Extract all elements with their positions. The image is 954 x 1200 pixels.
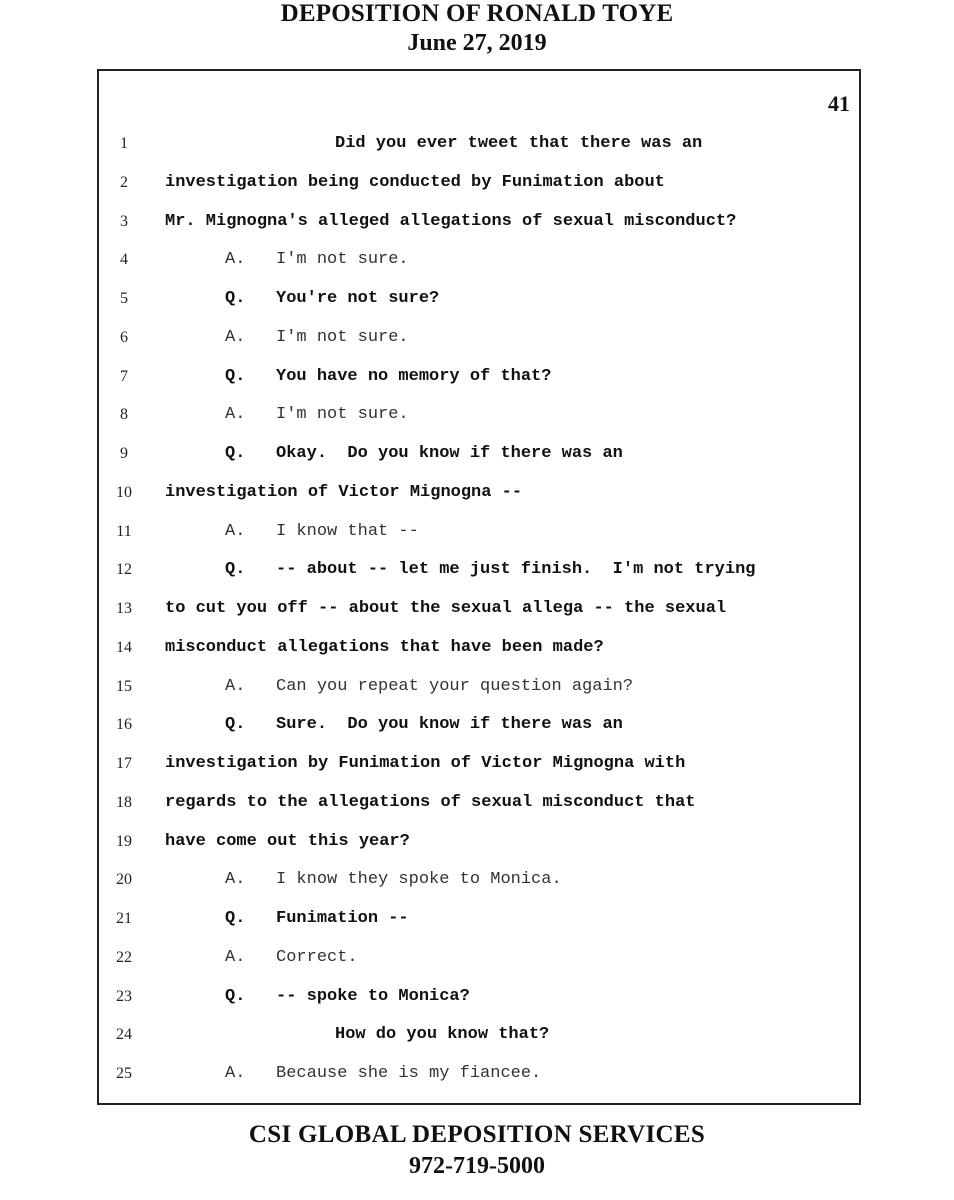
line-number: 16 [116, 716, 132, 734]
line-number: 21 [116, 910, 132, 927]
line-number: 19 [116, 832, 132, 850]
transcript-line [0, 400, 954, 430]
transcript-line [0, 168, 954, 198]
line-text: Q. You're not sure? [225, 289, 440, 308]
line-number: 23 [116, 987, 132, 1005]
line-number: 9 [120, 445, 128, 462]
line-text: A. I'm not sure. [225, 250, 409, 270]
line-text: Q. -- about -- let me just finish. I'm not trying [225, 560, 756, 580]
line-text: How do you know that? [335, 1025, 550, 1045]
transcript-line [0, 865, 954, 895]
line-text: have come out this year? [165, 831, 410, 851]
transcript-line [0, 517, 954, 547]
transcript-line [0, 710, 954, 740]
line-number: 6 [120, 328, 128, 346]
line-number: 5 [120, 290, 128, 307]
line-number: 14 [116, 638, 132, 656]
line-number: 4 [120, 251, 128, 269]
footer-phone-number: 972-719-5000 [409, 1153, 545, 1179]
line-number: 11 [116, 522, 132, 540]
transcript-line [0, 788, 954, 818]
line-text: misconduct allegations that have been made? [165, 637, 604, 657]
line-text: investigation by Funimation of Victor Mignogna with [165, 754, 686, 773]
line-text: A. I know that -- [225, 521, 419, 541]
transcript-line [0, 633, 954, 663]
line-number: 20 [116, 871, 132, 889]
transcript-line [0, 245, 954, 275]
transcript-line [0, 904, 954, 934]
line-text: A. Correct. [225, 947, 358, 967]
line-text: Mr. Mignogna's alleged allegations of sexual misconduct? [165, 211, 737, 231]
deposition-date: June 27, 2019 [407, 30, 547, 56]
transcript-line [0, 323, 954, 353]
line-text: investigation being conducted by Funimation about [165, 172, 665, 192]
deposition-title: DEPOSITION OF RONALD TOYE [280, 0, 674, 27]
footer-company-name: CSI GLOBAL DEPOSITION SERVICES [248, 1121, 706, 1148]
transcript-line [0, 1020, 954, 1050]
line-text: investigation of Victor Mignogna -- [165, 482, 523, 502]
line-text: A. I'm not sure. [225, 405, 409, 425]
line-number: 15 [116, 677, 132, 695]
line-text: Did you ever tweet that there was an [335, 134, 703, 153]
transcript-line [0, 362, 954, 392]
transcript-line [0, 1059, 954, 1089]
line-text: Q. You have no memory of that? [225, 366, 552, 386]
transcript-line [0, 594, 954, 624]
transcript-line [0, 555, 954, 585]
line-text: to cut you off -- about the sexual allega -- the sexual [165, 599, 727, 618]
line-text: A. I'm not sure. [225, 327, 409, 347]
line-number: 10 [116, 483, 132, 501]
line-number: 12 [116, 561, 132, 579]
transcript-line [0, 129, 954, 159]
line-number: 17 [116, 755, 132, 772]
line-number: 24 [116, 1026, 132, 1044]
line-number: 13 [116, 600, 132, 617]
transcript-line [0, 478, 954, 508]
line-number: 3 [120, 212, 128, 230]
transcript-line [0, 749, 954, 779]
transcript-line [0, 943, 954, 973]
transcript-line [0, 982, 954, 1012]
transcript-line [0, 207, 954, 237]
transcript-line [0, 672, 954, 702]
page-number: 41 [828, 91, 850, 116]
line-number: 7 [120, 367, 128, 385]
transcript-line [0, 827, 954, 857]
line-text: A. Because she is my fiancee. [225, 1064, 542, 1083]
line-number: 18 [116, 793, 132, 811]
transcript-line [0, 439, 954, 469]
line-text: A. Can you repeat your question again? [225, 676, 634, 696]
line-text: Q. Funimation -- [225, 909, 409, 928]
line-number: 25 [116, 1065, 132, 1082]
line-text: A. I know they spoke to Monica. [225, 870, 562, 890]
transcript-line [0, 284, 954, 314]
line-text: Q. Okay. Do you know if there was an [225, 444, 623, 463]
line-number: 8 [120, 406, 128, 424]
line-number: 22 [116, 948, 132, 966]
line-number: 2 [120, 173, 128, 191]
line-text: regards to the allegations of sexual misconduct that [165, 792, 696, 812]
line-number: 1 [120, 135, 128, 152]
line-text: Q. -- spoke to Monica? [225, 986, 470, 1006]
line-text: Q. Sure. Do you know if there was an [225, 715, 623, 735]
